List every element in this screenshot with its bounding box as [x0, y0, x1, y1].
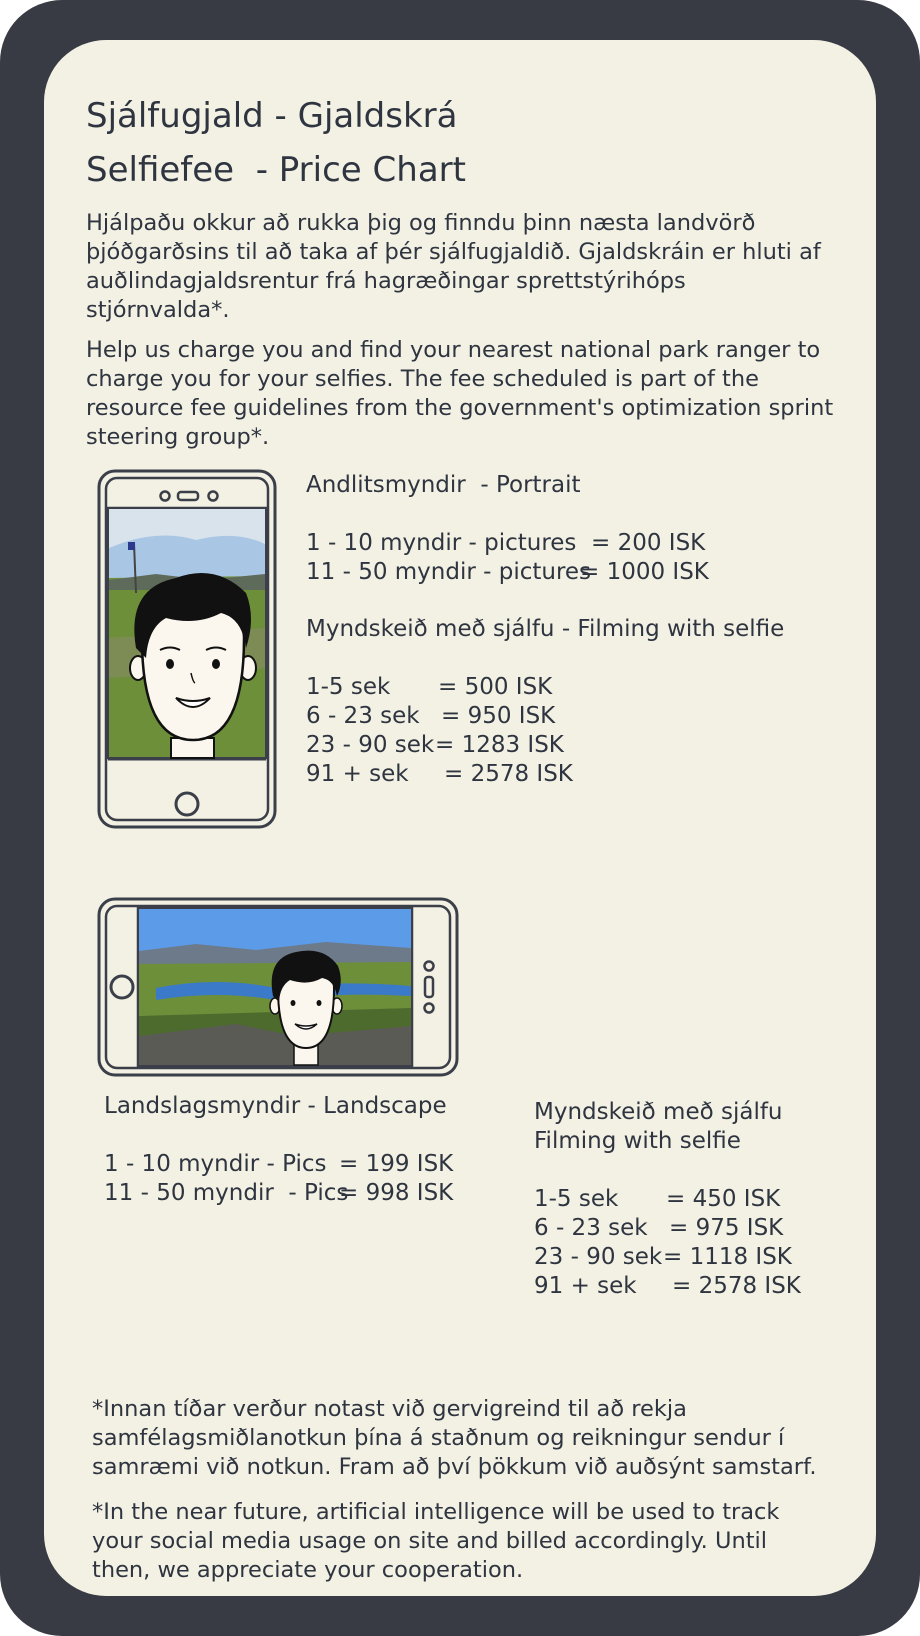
- portrait-filming-row: [306, 761, 573, 787]
- landscape-filming-label-2: 6 - 23 sek: [534, 1215, 648, 1241]
- landscape-filming-price-3: = 1118 ISK: [663, 1244, 792, 1270]
- landscape-pictures-label-2: 11 - 50 myndir - Pics: [104, 1180, 349, 1206]
- intro-text-is: Hjálpaðu okkur að rukka þig og finndu þinn næsta landvörð þjóðgarðsins til að taka af þér sjálfugjaldið. Gjaldskráin er hluti af auðlindagjaldsrentur frá hagræðingar sprettstýrihóps stjórnvalda*.: [86, 210, 821, 323]
- portrait-pictures-row: [306, 530, 705, 556]
- page-title-en: Selfiefee - Price Chart: [86, 150, 466, 190]
- portrait-pictures-label-1: 1 - 10 myndir - pictures: [306, 530, 577, 556]
- portrait-filming-row: [306, 703, 555, 729]
- intro-text-en: Help us charge you and find your nearest national park ranger to charge you for your selfies. The fee scheduled is part of the resource fee guidelines from the government's optimization sprint steering group*.: [86, 337, 834, 450]
- landscape-pictures-row: [104, 1180, 453, 1206]
- portrait-filming-row: [306, 674, 552, 700]
- portrait-filming-heading: Myndskeið með sjálfu - Filming with selfie: [306, 616, 785, 642]
- landscape-filming-row: [534, 1186, 780, 1212]
- portrait-phone-illustration: [96, 468, 278, 830]
- portrait-filming-price-4: = 2578 ISK: [444, 761, 573, 787]
- landscape-pictures-label-1: 1 - 10 myndir - Pics: [104, 1151, 327, 1177]
- portrait-filming-label-2: 6 - 23 sek: [306, 703, 420, 729]
- landscape-filming-label-3: 23 - 90 sek: [534, 1244, 663, 1270]
- landscape-heading: Landslagsmyndir - Landscape: [104, 1093, 447, 1119]
- landscape-filming-label-1: 1-5 sek: [534, 1186, 619, 1212]
- landscape-filming-row: [534, 1215, 783, 1241]
- landscape-filming-row: [534, 1244, 792, 1270]
- portrait-pictures-label-2: 11 - 50 myndir - pictures: [306, 559, 592, 585]
- landscape-filming-label-4: 91 + sek: [534, 1273, 637, 1299]
- landscape-filming-price-1: = 450 ISK: [666, 1186, 781, 1212]
- portrait-pictures-row: [306, 559, 709, 585]
- portrait-filming-price-3: = 1283 ISK: [435, 732, 564, 758]
- landscape-filming-row: [534, 1273, 801, 1299]
- footnote-en: *In the near future, artificial intelligence will be used to track your social media usage on site and billed accordingly. Until then, we appreciate your cooperation.: [92, 1499, 780, 1583]
- landscape-filming-price-2: = 975 ISK: [669, 1215, 784, 1241]
- landscape-filming-price-4: = 2578 ISK: [672, 1273, 801, 1299]
- portrait-filming-price-2: = 950 ISK: [441, 703, 556, 729]
- landscape-filming-heading-is: Myndskeið með sjálfu: [534, 1099, 783, 1125]
- landscape-phone-illustration: [96, 896, 460, 1078]
- page-title-is: Sjálfugjald - Gjaldskrá: [86, 96, 458, 136]
- portrait-heading: Andlitsmyndir - Portrait: [306, 472, 581, 498]
- landscape-pictures-row: [104, 1151, 453, 1177]
- portrait-filming-label-3: 23 - 90 sek: [306, 732, 435, 758]
- portrait-filming-row: [306, 732, 564, 758]
- landscape-pictures-price-2: = 998 ISK: [339, 1180, 454, 1206]
- portrait-filming-price-1: = 500 ISK: [438, 674, 553, 700]
- landscape-pictures-price-1: = 199 ISK: [339, 1151, 454, 1177]
- landscape-filming-heading-en: Filming with selfie: [534, 1128, 741, 1154]
- portrait-filming-label-4: 91 + sek: [306, 761, 409, 787]
- portrait-pictures-price-1: = 200 ISK: [591, 530, 706, 556]
- footnote-is: *Innan tíðar verður notast við gervigreind til að rekja samfélagsmiðlanotkun þína á staðnum og reikningur sendur í samræmi við notkun. Fram að því þökkum við auðsýnt samstarf.: [92, 1396, 817, 1480]
- portrait-pictures-price-2: = 1000 ISK: [580, 559, 709, 585]
- portrait-filming-label-1: 1-5 sek: [306, 674, 391, 700]
